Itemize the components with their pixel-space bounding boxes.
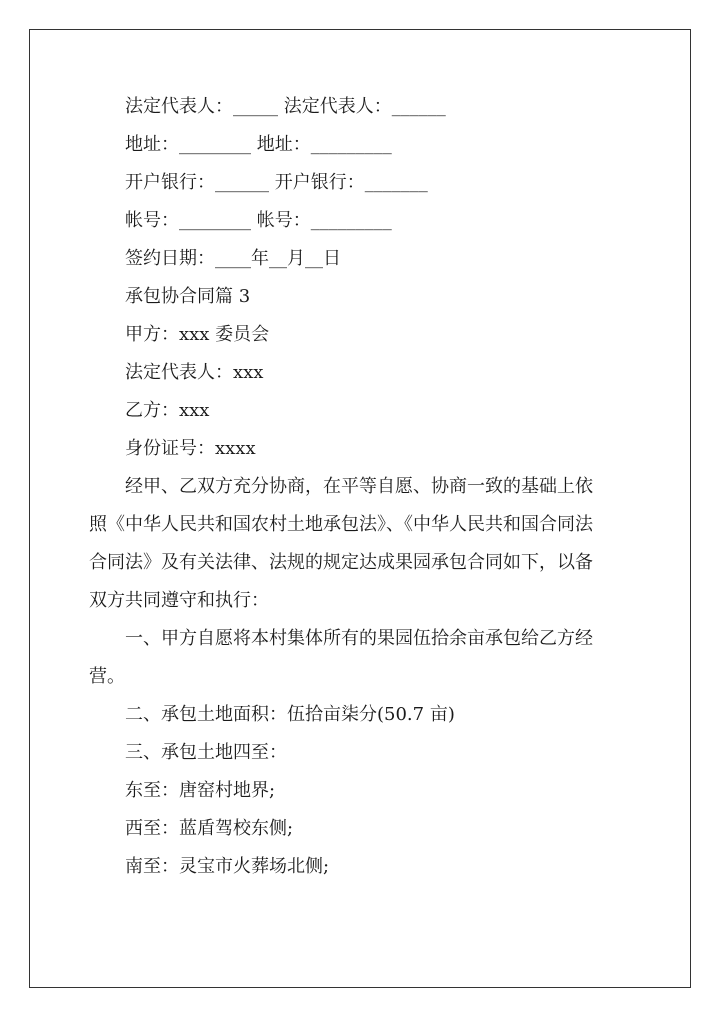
document-body — [89, 88, 637, 886]
text-line: 法定代表人：_____ 法定代表人：______ — [125, 96, 446, 117]
text-line: 甲方：xxx 委员会 — [125, 324, 270, 345]
text-line: 南至：灵宝市火葬场北侧; — [125, 856, 330, 877]
text-line: 二、承包土地面积：伍拾亩柒分(50.7 亩) — [125, 704, 455, 725]
text-line: 帐号：________ 帐号：_________ — [125, 210, 392, 231]
paragraph-line: 照《中华人民共和国农村土地承包法》、《中华人民共和国合同法 — [89, 514, 593, 535]
text-line: 身份证号：xxxx — [125, 438, 256, 459]
paragraph-line: 一、甲方自愿将本村集体所有的果园伍拾余亩承包给乙方经 — [125, 628, 593, 649]
text-line: 法定代表人：xxx — [125, 362, 264, 383]
text-line: 开户银行：______ 开户银行：_______ — [125, 172, 428, 193]
text-line: 三、承包土地四至： — [125, 742, 287, 763]
paragraph-line: 合同法》及有关法律、法规的规定达成果园承包合同如下，以备 — [89, 552, 593, 573]
text-line: 地址：________ 地址：_________ — [125, 134, 392, 155]
section-heading: 承包协合同篇 3 — [125, 286, 251, 307]
paragraph — [89, 620, 637, 696]
paragraph — [89, 468, 637, 620]
text-line: 乙方：xxx — [125, 400, 210, 421]
paragraph-line: 经甲、乙双方充分协商，在平等自愿、协商一致的基础上依 — [125, 476, 593, 497]
paragraph-line: 双方共同遵守和执行： — [89, 590, 269, 611]
text-line: 签约日期：____年__月__日 — [125, 248, 341, 269]
paragraph-line: 营。 — [89, 666, 125, 687]
text-line: 西至：蓝盾驾校东侧; — [125, 818, 294, 839]
text-line: 东至：唐窑村地界; — [125, 780, 276, 801]
